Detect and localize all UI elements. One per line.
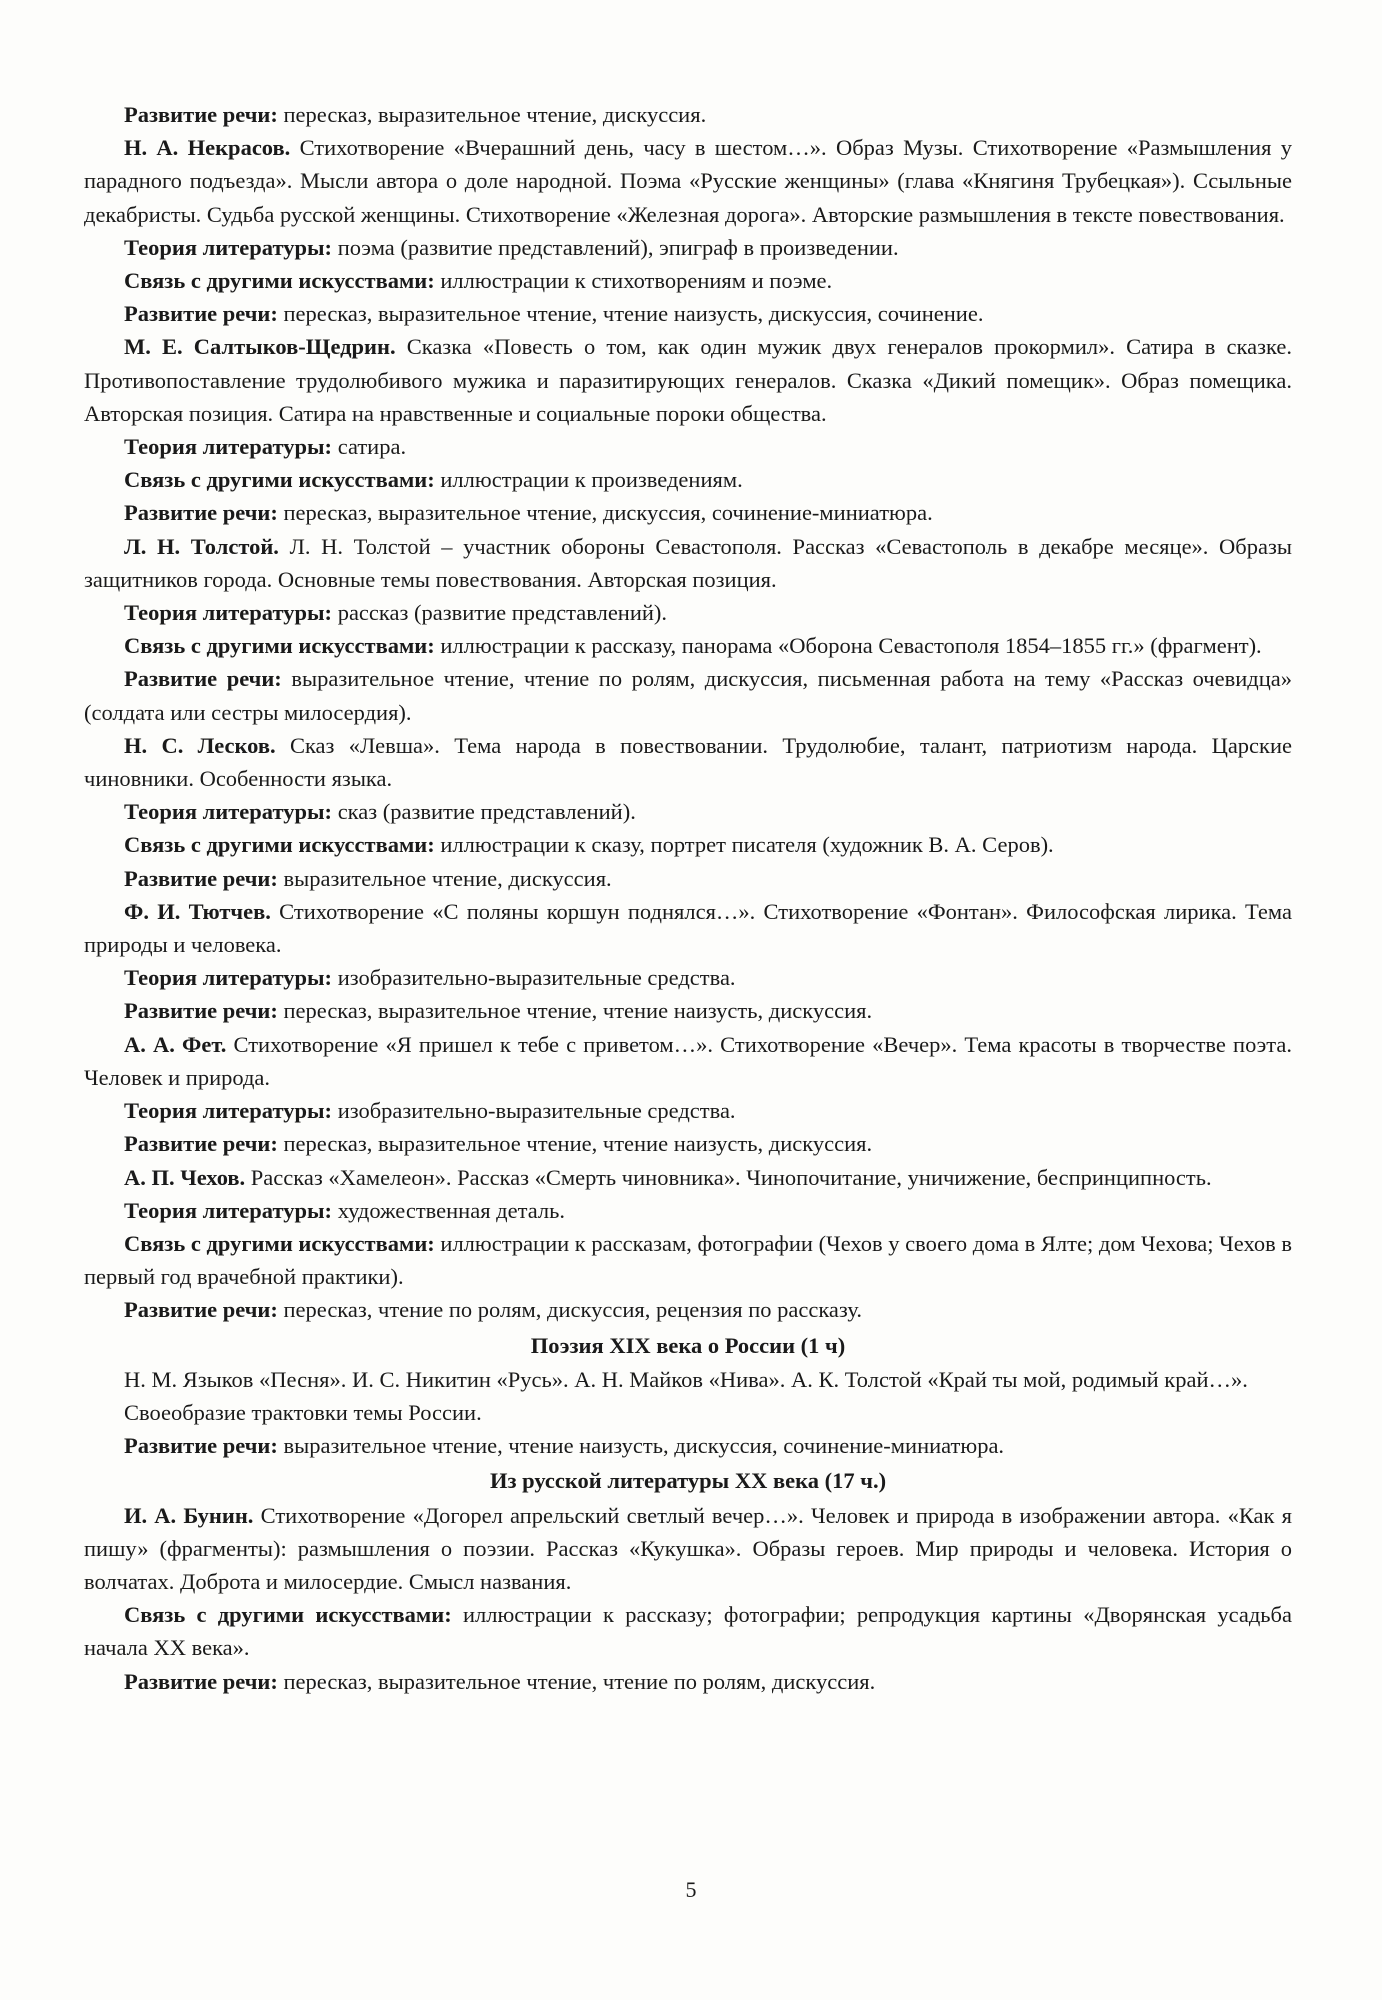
paragraph-label: Развитие речи: (124, 1668, 278, 1694)
paragraph-label: Развитие речи: (124, 301, 278, 327)
paragraph (84, 297, 1292, 330)
paragraph-label: Теория литературы: (124, 965, 333, 991)
paragraph-text: Стихотворение «Я пришел к тебе с приветом…». Стихотворение «Вечер». Тема красоты в творчестве поэта. Человек и природа. (84, 1031, 1292, 1090)
paragraph-text: иллюстрации к рассказу, панорама «Оборона Севастополя 1854–1855 гг.» (фрагмент). (434, 633, 1262, 659)
paragraph-text: Рассказ «Хамелеон». Рассказ «Смерть чиновника». Чинопочитание, уничижение, беспринципность. (245, 1164, 1212, 1190)
paragraph-text: пересказ, выразительное чтение, чтение наизусть, дискуссия. (277, 1131, 873, 1157)
paragraph-label: Развитие речи: (124, 1131, 278, 1157)
paragraph (84, 1161, 1292, 1194)
paragraph (84, 1227, 1292, 1293)
paragraph-label: Теория литературы: (124, 234, 333, 260)
paragraph-text: пересказ, выразительное чтение, дискуссия, сочинение-миниатюра. (277, 500, 933, 526)
paragraph-text: выразительное чтение, чтение по ролям, дискуссия, письменная работа на тему «Рассказ очевидца» (солдата или сестры милосердия). (84, 666, 1292, 725)
paragraph-label: Ф. И. Тютчев. (124, 898, 271, 924)
paragraph-label: Развитие речи: (124, 102, 278, 127)
paragraph (84, 430, 1292, 463)
paragraph-text: Л. Н. Толстой – участник обороны Севастополя. Рассказ «Севастополь в декабре месяце». Образы защитников города. Основные темы повествования. Авторская позиция. (84, 533, 1292, 592)
paragraph-text: пересказ, чтение по ролям, дискуссия, рецензия по рассказу. (277, 1297, 862, 1323)
paragraph-label: Развитие речи: (124, 998, 278, 1024)
paragraph-text: пересказ, выразительное чтение, чтение наизусть, дискуссия. (277, 998, 873, 1024)
paragraph (84, 1665, 1292, 1698)
paragraph (84, 662, 1292, 728)
paragraph (84, 1429, 1292, 1462)
paragraph-label: Теория литературы: (124, 434, 333, 460)
paragraph-text: пересказ, выразительное чтение, чтение по ролям, дискуссия. (277, 1668, 876, 1694)
paragraph-label: Теория литературы: (124, 1098, 333, 1124)
paragraph (84, 862, 1292, 895)
paragraph-label: Связь с другими искусствами: (124, 467, 435, 493)
paragraph-label: Н. С. Лесков. (124, 732, 276, 758)
section-heading: Поэзия XIX века о России (1 ч) (530, 1332, 846, 1358)
paragraph (84, 795, 1292, 828)
paragraph-label: Развитие речи: (124, 666, 282, 692)
paragraph-label: Н. А. Некрасов. (124, 135, 291, 161)
paragraph (84, 98, 1292, 131)
paragraph (84, 1194, 1292, 1227)
paragraph-label: Л. Н. Толстой. (124, 533, 279, 559)
paragraph-text: иллюстрации к стихотворениям и поэме. (434, 268, 833, 294)
paragraph (84, 463, 1292, 496)
paragraph (84, 1094, 1292, 1127)
paragraph-label: Развитие речи: (124, 1297, 278, 1323)
paragraph-text: поэма (развитие представлений), эпиграф в произведении. (332, 234, 899, 260)
paragraph (84, 729, 1292, 795)
paragraph-label: Связь с другими искусствами: (124, 268, 435, 294)
paragraph (84, 1127, 1292, 1160)
paragraph-text: Сказ «Левша». Тема народа в повествовании. Трудолюбие, талант, патриотизм народа. Царские чиновники. Особенности языка. (84, 732, 1292, 792)
paragraph-text: иллюстрации к произведениям. (434, 467, 743, 493)
paragraph (84, 1293, 1292, 1326)
paragraph-label: Связь с другими искусствами: (124, 1602, 452, 1628)
paragraph-label: А. А. Фет. (124, 1031, 227, 1057)
paragraph-text: Н. М. Языков «Песня». И. С. Никитин «Русь». А. Н. Майков «Нива». А. К. Толстой «Край ты мой, родимый край…». (124, 1366, 1248, 1392)
paragraph (84, 596, 1292, 629)
paragraph (84, 961, 1292, 994)
paragraph-text: пересказ, выразительное чтение, дискуссия. (277, 102, 707, 127)
paragraph-text: Стихотворение «С поляны коршун поднялся…». Стихотворение «Фонтан». Философская лирика. Тема природы и человека. (84, 898, 1292, 958)
paragraph (84, 231, 1292, 264)
page-content (84, 98, 1292, 1698)
paragraph-text: Сказка «Повесть о том, как один мужик двух генералов прокормил». Сатира в сказке. Противопоставление трудолюбивого мужика и паразитирующих генералов. Сказка «Дикий помещик». Образ помещика. Авторская позиция. Сатира на нравственные и социальные пороки общества. (84, 334, 1292, 426)
paragraph-text: иллюстрации к рассказу; фотографии; репродукция картины «Дворянская усадьба начала XX века». (84, 1602, 1292, 1661)
paragraph (84, 895, 1292, 961)
paragraph-text: выразительное чтение, дискуссия. (277, 865, 612, 891)
paragraph-label: Теория литературы: (124, 1197, 333, 1223)
paragraph (84, 828, 1292, 861)
paragraph-text: Стихотворение «Догорел апрельский светлый вечер…». Человек и природа в изображении автора. «Как я пишу» (фрагменты): размышления о поэзии. Рассказ «Кукушка». Образы героев. Мир природы и человека. История о волчатах. Доброта и милосердие. Смысл названия. (84, 1502, 1292, 1594)
paragraph-text: изобразительно-выразительные средства. (332, 1098, 736, 1124)
paragraph-text: художественная деталь. (332, 1197, 566, 1223)
paragraph-label: А. П. Чехов. (124, 1164, 246, 1190)
paragraph (84, 1028, 1292, 1094)
paragraph-label: Связь с другими искусствами: (124, 832, 435, 858)
paragraph-label: Связь с другими искусствами: (124, 633, 435, 659)
paragraph (84, 1396, 1292, 1429)
paragraph-text: сказ (развитие представлений). (332, 799, 636, 825)
paragraph (84, 994, 1292, 1027)
paragraph (84, 530, 1292, 596)
page-number: 5 (685, 1877, 697, 1902)
paragraph (84, 629, 1292, 662)
paragraph (84, 131, 1292, 231)
paragraph (84, 1499, 1292, 1599)
paragraph-text: Своеобразие трактовки темы России. (124, 1399, 482, 1425)
paragraph-text: Стихотворение «Вчерашний день, часу в шестом…». Образ Музы. Стихотворение «Размышления у парадного подъезда». Мысли автора о доле народной. Поэма «Русские женщины» (глава «Княгиня Трубецкая»). Ссыльные декабристы. Судьба русской женщины. Стихотворение «Железная дорога». Авторские размышления в тексте повествования. (84, 135, 1292, 227)
section-heading: Из русской литературы XX века (17 ч.) (489, 1468, 887, 1494)
paragraph-label: Связь с другими искусствами: (124, 1230, 435, 1256)
paragraph-text: сатира. (332, 434, 407, 460)
paragraph (84, 264, 1292, 297)
paragraph (84, 330, 1292, 430)
paragraph (84, 1363, 1292, 1396)
paragraph-label: Развитие речи: (124, 1433, 278, 1459)
paragraph-text: рассказ (развитие представлений). (332, 600, 668, 626)
paragraph-text: изобразительно-выразительные средства. (332, 965, 736, 991)
paragraph-label: Теория литературы: (124, 799, 333, 825)
paragraph-label: Развитие речи: (124, 500, 278, 526)
paragraph-label: И. А. Бунин. (124, 1502, 254, 1528)
paragraph-text: иллюстрации к сказу, портрет писателя (художник В. А. Серов). (434, 832, 1054, 858)
paragraph-label: Развитие речи: (124, 865, 278, 891)
paragraph (84, 1598, 1292, 1664)
paragraph-text: пересказ, выразительное чтение, чтение наизусть, дискуссия, сочинение. (277, 301, 984, 327)
paragraph-label: Теория литературы: (124, 600, 333, 626)
paragraph-text: иллюстрации к рассказам, фотографии (Чехов у своего дома в Ялте; дом Чехова; Чехов в первый год врачебной практики). (84, 1230, 1292, 1290)
paragraph (84, 496, 1292, 529)
paragraph-text: выразительное чтение, чтение наизусть, дискуссия, сочинение-миниатюра. (277, 1433, 1005, 1459)
paragraph-label: М. Е. Салтыков-Щедрин. (124, 334, 396, 360)
